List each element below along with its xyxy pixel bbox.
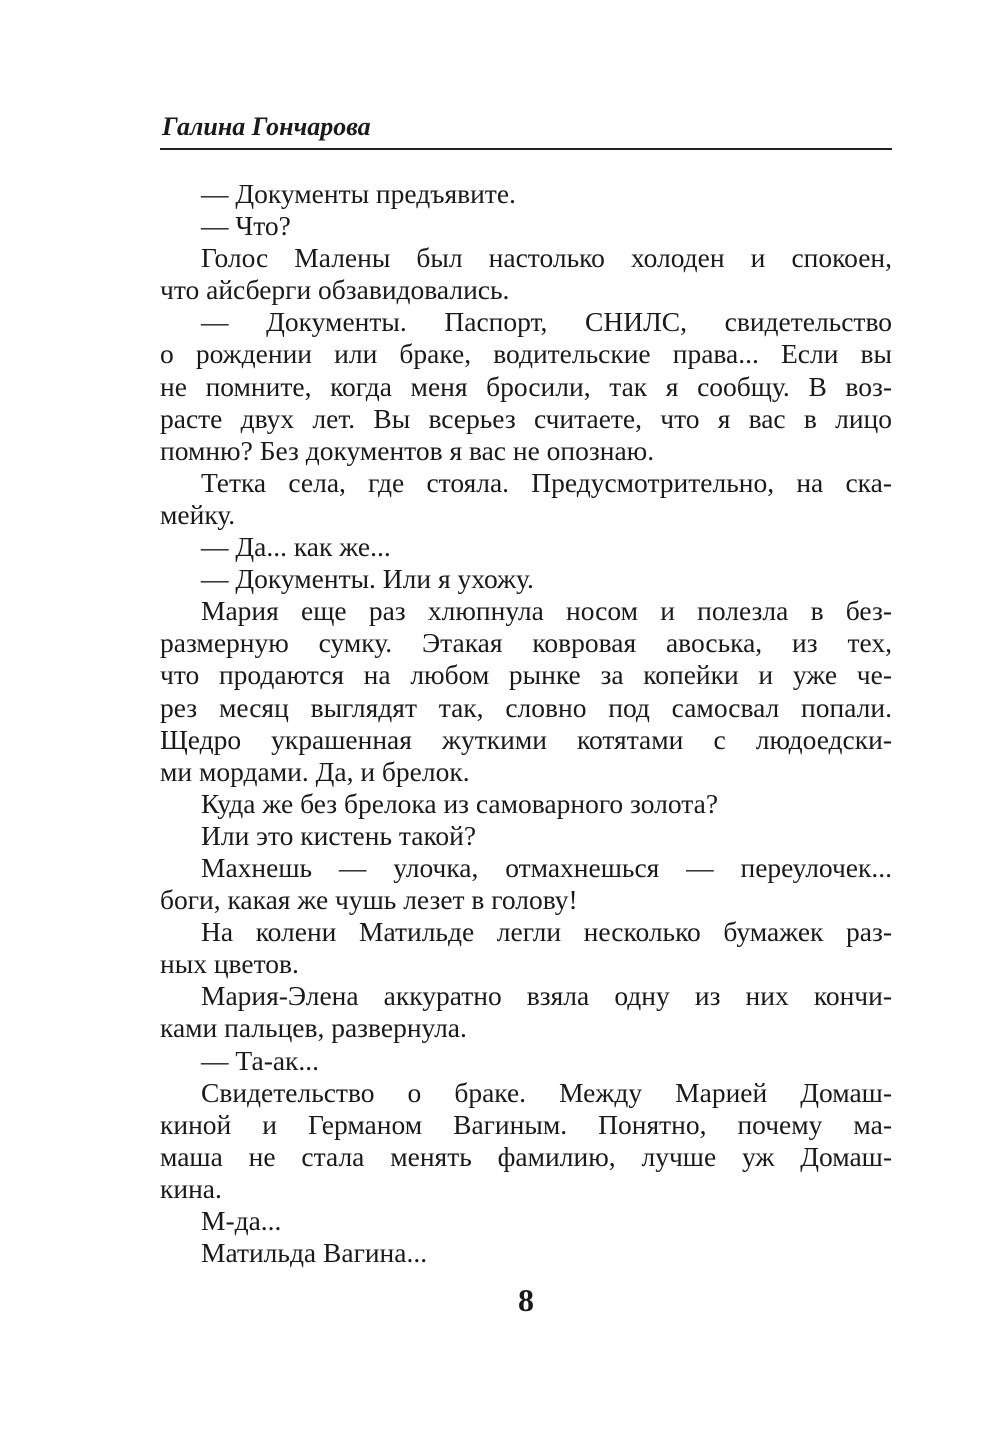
text-line: рез месяц выглядят так, словно под самосвал попали. — [160, 691, 892, 723]
text-line: Или это кистень такой? — [201, 819, 477, 851]
text-line: — Документы предъявите. — [201, 178, 516, 209]
text-line: ных цветов. — [160, 948, 299, 980]
text-line: размерную сумку. Этакая ковровая авоська, из тех, — [160, 627, 892, 659]
text-line: Матильда Вагина... — [201, 1237, 428, 1269]
text-line: Мария еще раз хлюпнула носом и полезла в без- — [201, 595, 892, 627]
text-line: ками пальцев, развернула. — [160, 1012, 467, 1044]
paragraph — [160, 242, 892, 306]
paragraph — [160, 563, 892, 595]
text-line: Тетка села, где стояла. Предусмотрительно, на ска- — [201, 466, 892, 498]
text-line: — Та-ак... — [201, 1044, 320, 1076]
paragraph — [160, 1237, 892, 1269]
text-line: о рождении или браке, водительские права... Если вы — [160, 338, 892, 370]
text-line: — Документы. Или я ухожу. — [201, 563, 534, 595]
page-number: 8 — [518, 1282, 534, 1318]
text-line: маша не стала менять фамилию, лучше уж Домаш- — [160, 1140, 892, 1172]
text-line: Голос Малены был настолько холоден и спокоен, — [201, 242, 892, 274]
paragraph — [160, 788, 892, 820]
body-text — [160, 178, 892, 1269]
paragraph — [160, 820, 892, 852]
text-line: боги, какая же чушь лезет в голову! — [160, 884, 578, 916]
paragraph — [160, 531, 892, 563]
paragraph — [160, 916, 892, 980]
text-line: Мария-Элена аккуратно взяла одну из них кончи- — [201, 980, 892, 1012]
header-rule — [160, 148, 892, 150]
paragraph — [160, 178, 892, 210]
text-line: киной и Германом Вагиным. Понятно, почему ма- — [160, 1108, 892, 1140]
text-line: помню? Без документов я вас не опознаю. — [160, 434, 655, 466]
text-line: мейку. — [160, 498, 236, 530]
paragraph — [160, 980, 892, 1044]
text-line: Куда же без брелока из самоварного золота? — [201, 787, 719, 819]
paragraph — [160, 306, 892, 466]
text-line: кина. — [160, 1172, 222, 1204]
text-line: расте двух лет. Вы всерьез считаете, что я вас в лицо — [160, 402, 892, 434]
text-line: Щедро украшенная жуткими котятами с людоедски- — [160, 723, 892, 755]
running-header — [160, 112, 892, 142]
text-line: Махнешь — улочка, отмахнешься — переулочек... — [201, 851, 892, 883]
paragraph — [160, 1077, 892, 1205]
text-line: — Документы. Паспорт, СНИЛС, свидетельство — [201, 306, 892, 338]
text-line: М-да... — [201, 1205, 282, 1236]
text-line: ми мордами. Да, и брелок. — [160, 755, 470, 787]
text-line: что айсберги обзавидовались. — [160, 274, 510, 306]
paragraph — [160, 1045, 892, 1077]
text-line: — Да... как же... — [201, 531, 391, 563]
text-line: не помните, когда меня бросили, так я сообщу. В воз- — [160, 370, 892, 402]
author-name: Галина Гончарова — [162, 112, 371, 141]
paragraph — [160, 595, 892, 788]
paragraph — [160, 210, 892, 242]
paragraph — [160, 852, 892, 916]
text-line: — Что? — [201, 210, 291, 242]
paragraph — [160, 1205, 892, 1237]
text-line: Свидетельство о браке. Между Марией Домаш- — [201, 1076, 892, 1108]
paragraph — [160, 467, 892, 531]
text-line: что продаются на любом рынке за копейки и уже че- — [160, 659, 892, 691]
text-line: На колени Матильде легли несколько бумажек раз- — [201, 916, 892, 948]
